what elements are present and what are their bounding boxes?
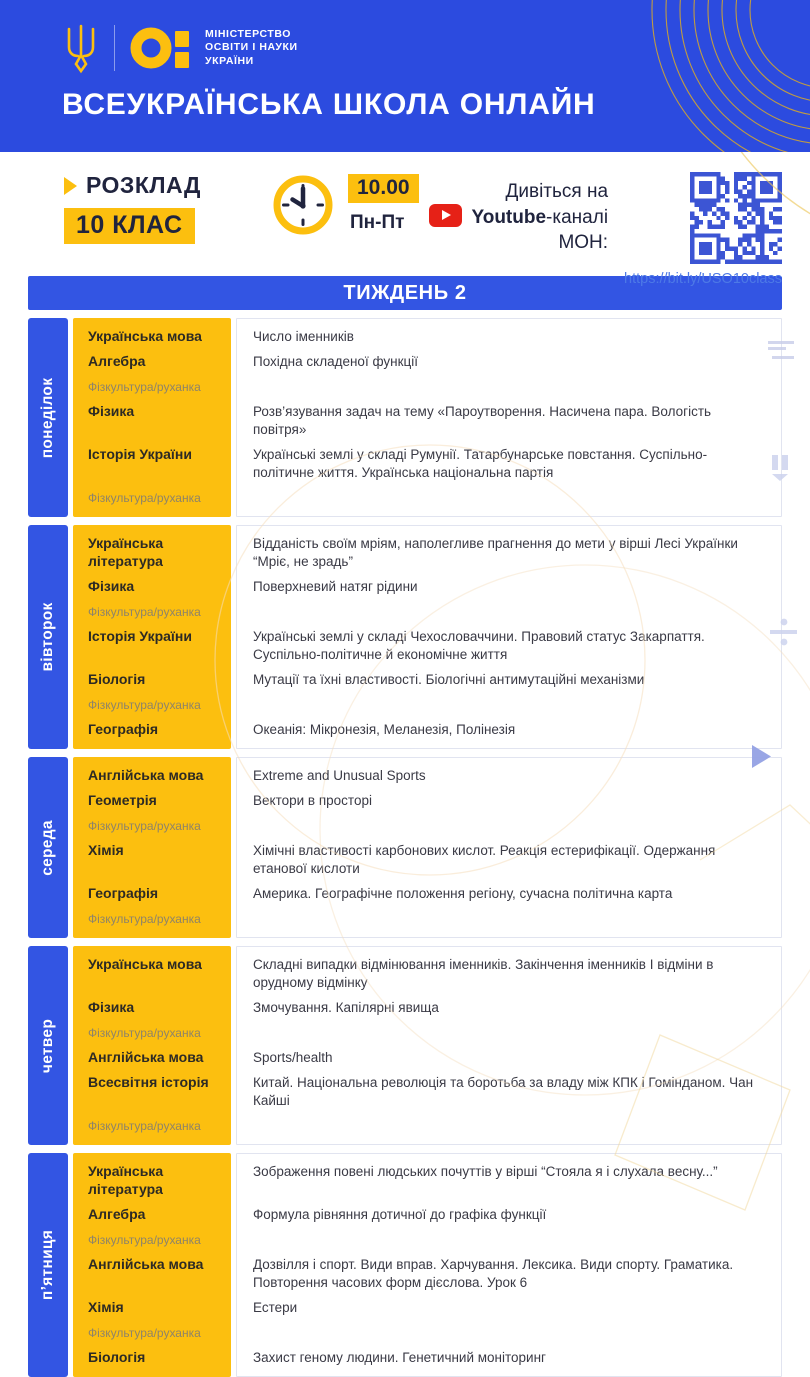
day-name: вівторок — [39, 602, 56, 672]
lesson-topic — [236, 1020, 782, 1045]
activity-label — [73, 374, 231, 399]
activity-label — [73, 599, 231, 624]
qr-code — [690, 172, 782, 264]
lesson-topic — [236, 399, 782, 442]
lesson-topic — [236, 1113, 782, 1145]
lesson-topic — [236, 442, 782, 485]
subject-label — [73, 442, 231, 485]
topic-text: Sports/health — [253, 1050, 333, 1065]
subject-text: Українська мова — [88, 956, 202, 972]
subject-text: Фізкультура/руханка — [88, 698, 201, 712]
subject-text: Хімія — [88, 842, 124, 858]
lesson-topic — [236, 1202, 782, 1227]
subject-label — [73, 667, 231, 692]
day-name: понеділок — [39, 377, 56, 458]
lesson-topic — [236, 813, 782, 838]
subject-label — [73, 1153, 231, 1202]
subject-label — [73, 946, 231, 995]
topic-text: Дозвілля і спорт. Види вправ. Харчування. Лексика. Види спорту. Граматика. Повторення часових форм дієслова. Урок 6 — [253, 1257, 734, 1290]
subject-text: Українська література — [88, 1163, 164, 1197]
lesson-topic — [236, 1045, 782, 1070]
lesson-topic — [236, 374, 782, 399]
ministry-line-3: УКРАЇНИ — [205, 54, 254, 67]
time-badge: 10.00 — [348, 174, 419, 203]
lesson-topic — [236, 1227, 782, 1252]
subject-text: Англійська мова — [88, 1256, 204, 1272]
subject-label — [73, 574, 231, 599]
subject-text: Фізкультура/руханка — [88, 1326, 201, 1340]
lesson-topic — [236, 1153, 782, 1202]
lesson-topic — [236, 692, 782, 717]
subject-text: Всесвітня історія — [88, 1074, 209, 1090]
topic-text: Розв’язування задач на тему «Пароутворення. Насичена пара. Вологість повітря» — [253, 404, 712, 437]
subject-text: Фізкультура/руханка — [88, 380, 201, 394]
ministry-line-1: МІНІСТЕРСТВО — [205, 27, 292, 40]
watch-line-1: Дивіться на — [505, 181, 609, 202]
activity-label — [73, 692, 231, 717]
topic-text: Похідна складеної функції — [253, 354, 418, 369]
yellow-arrow-icon — [64, 177, 77, 195]
subject-label — [73, 757, 231, 788]
subject-label — [73, 1252, 231, 1295]
lesson-topic — [236, 995, 782, 1020]
subject-text: Фізкультура/руханка — [88, 1119, 201, 1133]
day-row — [28, 946, 782, 1145]
topic-text: Вектори в просторі — [253, 793, 372, 808]
logo-divider — [114, 25, 115, 71]
topic-text: Змочування. Капілярні явища — [253, 1000, 439, 1015]
lesson-topic — [236, 349, 782, 374]
subject-label — [73, 881, 231, 906]
clock-icon — [270, 172, 336, 238]
watch-line-2 — [429, 204, 608, 230]
lesson-topic — [236, 574, 782, 599]
subject-text: Фізкультура/руханка — [88, 1233, 201, 1247]
youtube-info — [429, 172, 608, 255]
subject-text: Історія України — [88, 446, 192, 462]
ministry-line-2: ОСВІТИ І НАУКИ — [205, 41, 298, 54]
day-name: п’ятниця — [39, 1229, 56, 1301]
week-banner: ТИЖДЕНЬ 2 — [28, 276, 782, 310]
subject-text: Фізкультура/руханка — [88, 819, 201, 833]
day-label — [28, 318, 68, 517]
subject-label — [73, 717, 231, 749]
time-block — [270, 172, 419, 238]
subject-label — [73, 995, 231, 1020]
subject-label — [73, 1295, 231, 1320]
lesson-topic — [236, 757, 782, 788]
subject-label — [73, 1045, 231, 1070]
topic-text: Мутації та їхні властивості. Біологічні антимутаційні механізми — [253, 672, 645, 687]
subject-text: Українська література — [88, 535, 164, 569]
day-label — [28, 1153, 68, 1377]
lesson-topic — [236, 717, 782, 749]
subject-text: Фізика — [88, 403, 135, 419]
subject-label — [73, 525, 231, 574]
subject-text: Фізкультура/руханка — [88, 491, 201, 505]
lesson-topic — [236, 318, 782, 349]
youtube-icon[interactable] — [429, 204, 462, 227]
page-title: ВСЕУКРАЇНСЬКА ШКОЛА ОНЛАЙН — [62, 88, 596, 121]
ministry-name — [205, 28, 298, 69]
activity-label — [73, 1113, 231, 1145]
class-badge: 10 КЛАС — [64, 208, 195, 244]
topic-text: Океанія: Мікронезія, Меланезія, Полінезія — [253, 722, 516, 737]
qr-block — [624, 172, 782, 287]
topic-text: Формула рівняння дотичної до графіка функції — [253, 1207, 547, 1222]
day-name: четвер — [39, 1018, 56, 1073]
lesson-topic — [236, 1320, 782, 1345]
topic-text: Захист геному людини. Генетичний моніторинг — [253, 1350, 546, 1365]
subject-text: Англійська мова — [88, 1049, 204, 1065]
lesson-topic — [236, 525, 782, 574]
topic-text: Зображення повені людських почуттів у вірші “Стояла я і слухала весну...” — [253, 1164, 718, 1179]
watch-line-2-rest: -каналі — [546, 207, 609, 229]
topic-text: Америка. Географічне положення регіону, сучасна політична карта — [253, 886, 673, 901]
day-label — [28, 946, 68, 1145]
subject-label — [73, 349, 231, 374]
subject-label — [73, 838, 231, 881]
subject-text: Фізкультура/руханка — [88, 605, 201, 619]
schedule-block — [64, 172, 254, 244]
topic-text: Поверхневий натяг рідини — [253, 579, 418, 594]
activity-label — [73, 1020, 231, 1045]
subject-text: Англійська мова — [88, 767, 204, 783]
schedule-label: РОЗКЛАД — [86, 172, 201, 198]
youtube-channel-link[interactable]: https://bit.ly/USO10class — [624, 271, 782, 287]
watch-line-3: МОН: — [558, 231, 609, 253]
day-row — [28, 757, 782, 938]
schedule-table — [28, 318, 782, 1377]
subject-label — [73, 1202, 231, 1227]
subject-text: Географія — [88, 885, 159, 901]
topic-text: Число іменників — [253, 329, 354, 344]
lesson-topic — [236, 906, 782, 938]
subject-text: Українська мова — [88, 328, 202, 344]
lesson-topic — [236, 788, 782, 813]
day-row — [28, 318, 782, 517]
topic-text: Extreme and Unusual Sports — [253, 768, 426, 783]
subject-text: Геометрія — [88, 792, 157, 808]
subject-text: Історія України — [88, 628, 192, 644]
day-label — [28, 525, 68, 749]
lesson-topic — [236, 599, 782, 624]
topic-text: Естери — [253, 1300, 298, 1315]
days-range: Пн-Пт — [350, 212, 405, 233]
subject-text: Біологія — [88, 1349, 146, 1365]
day-label — [28, 757, 68, 938]
subject-text: Географія — [88, 721, 159, 737]
activity-label — [73, 1320, 231, 1345]
subject-text: Хімія — [88, 1299, 124, 1315]
day-row — [28, 525, 782, 749]
topic-text: Українські землі у складі Чехословаччини. Правовий статус Закарпаття. Суспільно-політичне й економічне життя — [253, 629, 705, 662]
topic-text: Відданість своїм мріям, наполегливе прагнення до мети у вірші Лесі Українки “Мріє, не зрадь” — [253, 536, 738, 569]
topic-text: Китай. Національна революція та боротьба за владу між КПК і Гомінданом. Чан Кайші — [253, 1075, 754, 1108]
subject-label — [73, 399, 231, 442]
youtube-word: Youtube — [471, 207, 547, 229]
trident-icon — [62, 22, 100, 74]
topic-text: Українські землі у складі Румунії. Татарбунарське повстання. Суспільно-політичне життя. Українська національна партія — [253, 447, 708, 480]
lesson-topic — [236, 838, 782, 881]
lesson-topic — [236, 667, 782, 692]
subject-label — [73, 788, 231, 813]
subject-text: Алгебра — [88, 353, 146, 369]
subject-label — [73, 624, 231, 667]
subject-label — [73, 1070, 231, 1113]
subject-text: Біологія — [88, 671, 146, 687]
lesson-topic — [236, 485, 782, 517]
header-banner — [0, 0, 810, 152]
lesson-topic — [236, 1252, 782, 1295]
lesson-topic — [236, 624, 782, 667]
activity-label — [73, 1227, 231, 1252]
subject-text: Фізика — [88, 578, 135, 594]
activity-label — [73, 485, 231, 517]
lesson-topic — [236, 946, 782, 995]
activity-label — [73, 813, 231, 838]
decorative-arcs — [560, 0, 810, 152]
subject-label — [73, 1345, 231, 1377]
lesson-topic — [236, 1070, 782, 1113]
day-name: середа — [39, 819, 56, 876]
day-row — [28, 1153, 782, 1377]
subject-text: Алгебра — [88, 1206, 146, 1222]
subject-label — [73, 318, 231, 349]
info-bar — [0, 152, 810, 287]
subject-text: Фізкультура/руханка — [88, 1026, 201, 1040]
topic-text: Хімічні властивості карбонових кислот. Реакція естерифікації. Одержання етанової кислоти — [253, 843, 716, 876]
lesson-topic — [236, 1295, 782, 1320]
lesson-topic — [236, 1345, 782, 1377]
mon-o-logo-icon — [129, 22, 191, 74]
topic-text: Складні випадки відмінювання іменників. Закінчення іменників І відміни в орудному відмінку — [253, 957, 714, 990]
activity-label — [73, 906, 231, 938]
subject-text: Фізика — [88, 999, 135, 1015]
subject-text: Фізкультура/руханка — [88, 912, 201, 926]
lesson-topic — [236, 881, 782, 906]
